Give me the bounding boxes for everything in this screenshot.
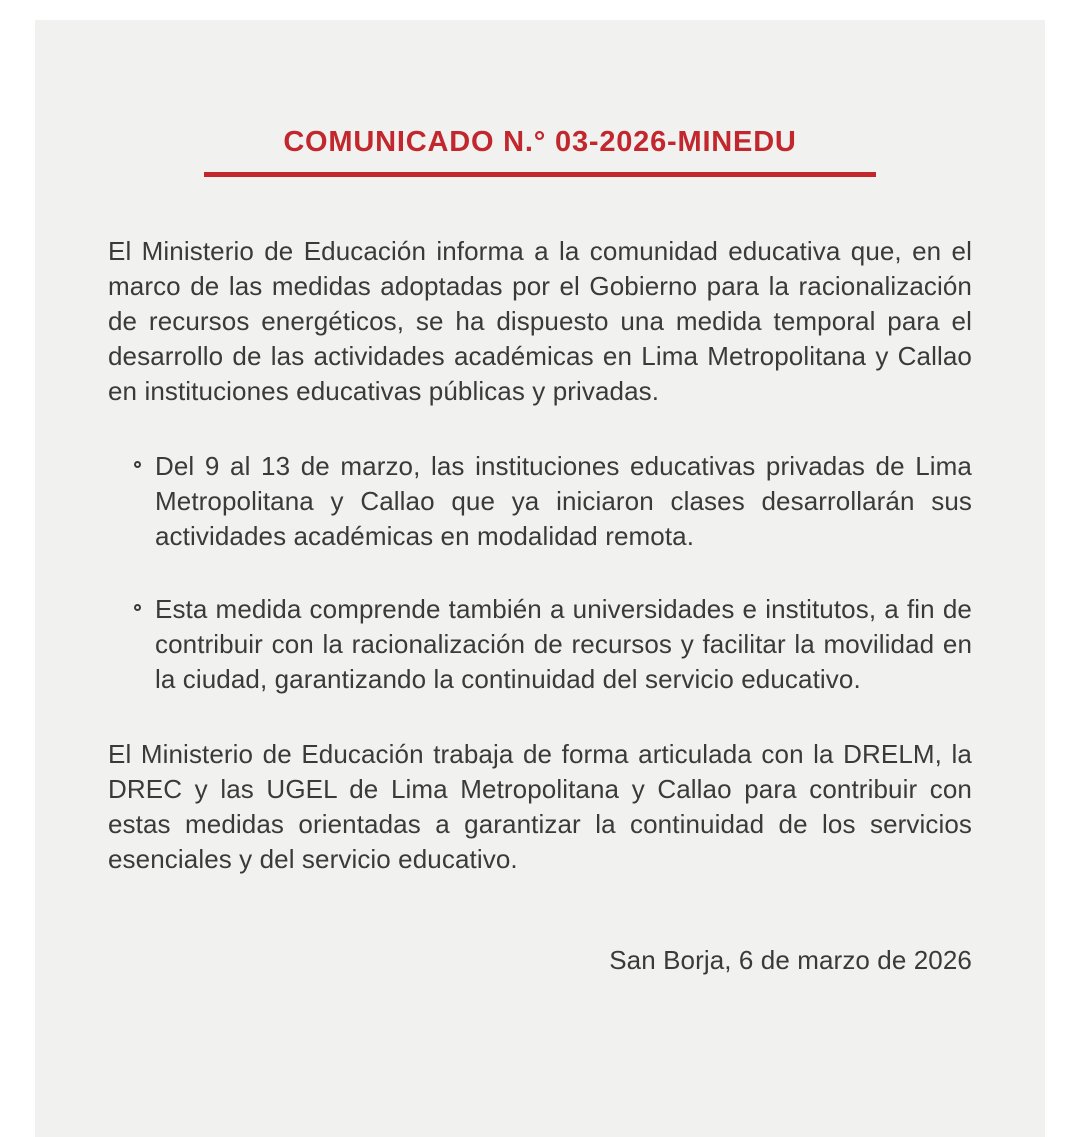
closing-paragraph: El Ministerio de Educación trabaja de forma articulada con la DRELM, la DREC y las UGEL de Lima Metropolitana y Callao para contribuir con estas medidas orientadas a garantizar la continuidad de los servicios esenciales y del servicio educativo.	[108, 739, 972, 874]
title-block	[108, 126, 972, 177]
communique-card	[35, 20, 1045, 1137]
bullet-list	[108, 449, 972, 697]
bullet-text: Esta medida comprende también a universidades e institutos, a fin de contribuir con la racionalización de recursos y facilitar la movilidad en la ciudad, garantizando la continuidad del servicio educativo.	[155, 594, 972, 694]
bullet-text: Del 9 al 13 de marzo, las instituciones educativas privadas de Lima Metropolitana y Callao que ya iniciaron clases desarrollarán sus actividades académicas en modalidad remota.	[155, 451, 972, 551]
title-underline	[204, 172, 876, 177]
list-item	[108, 449, 972, 554]
list-item	[108, 592, 972, 697]
intro-paragraph: El Ministerio de Educación informa a la comunidad educativa que, en el marco de las medidas adoptadas por el Gobierno para la racionalización de recursos energéticos, se ha dispuesto una medida temporal para el desarrollo de las actividades académicas en Lima Metropolitana y Callao en instituciones educativas públicas y privadas.	[108, 236, 972, 406]
bullet-icon	[134, 604, 141, 611]
bullet-icon	[134, 461, 141, 468]
dateline: San Borja, 6 de marzo de 2026	[609, 945, 972, 975]
page-title: COMUNICADO N.° 03-2026-MINEDU	[283, 126, 797, 158]
